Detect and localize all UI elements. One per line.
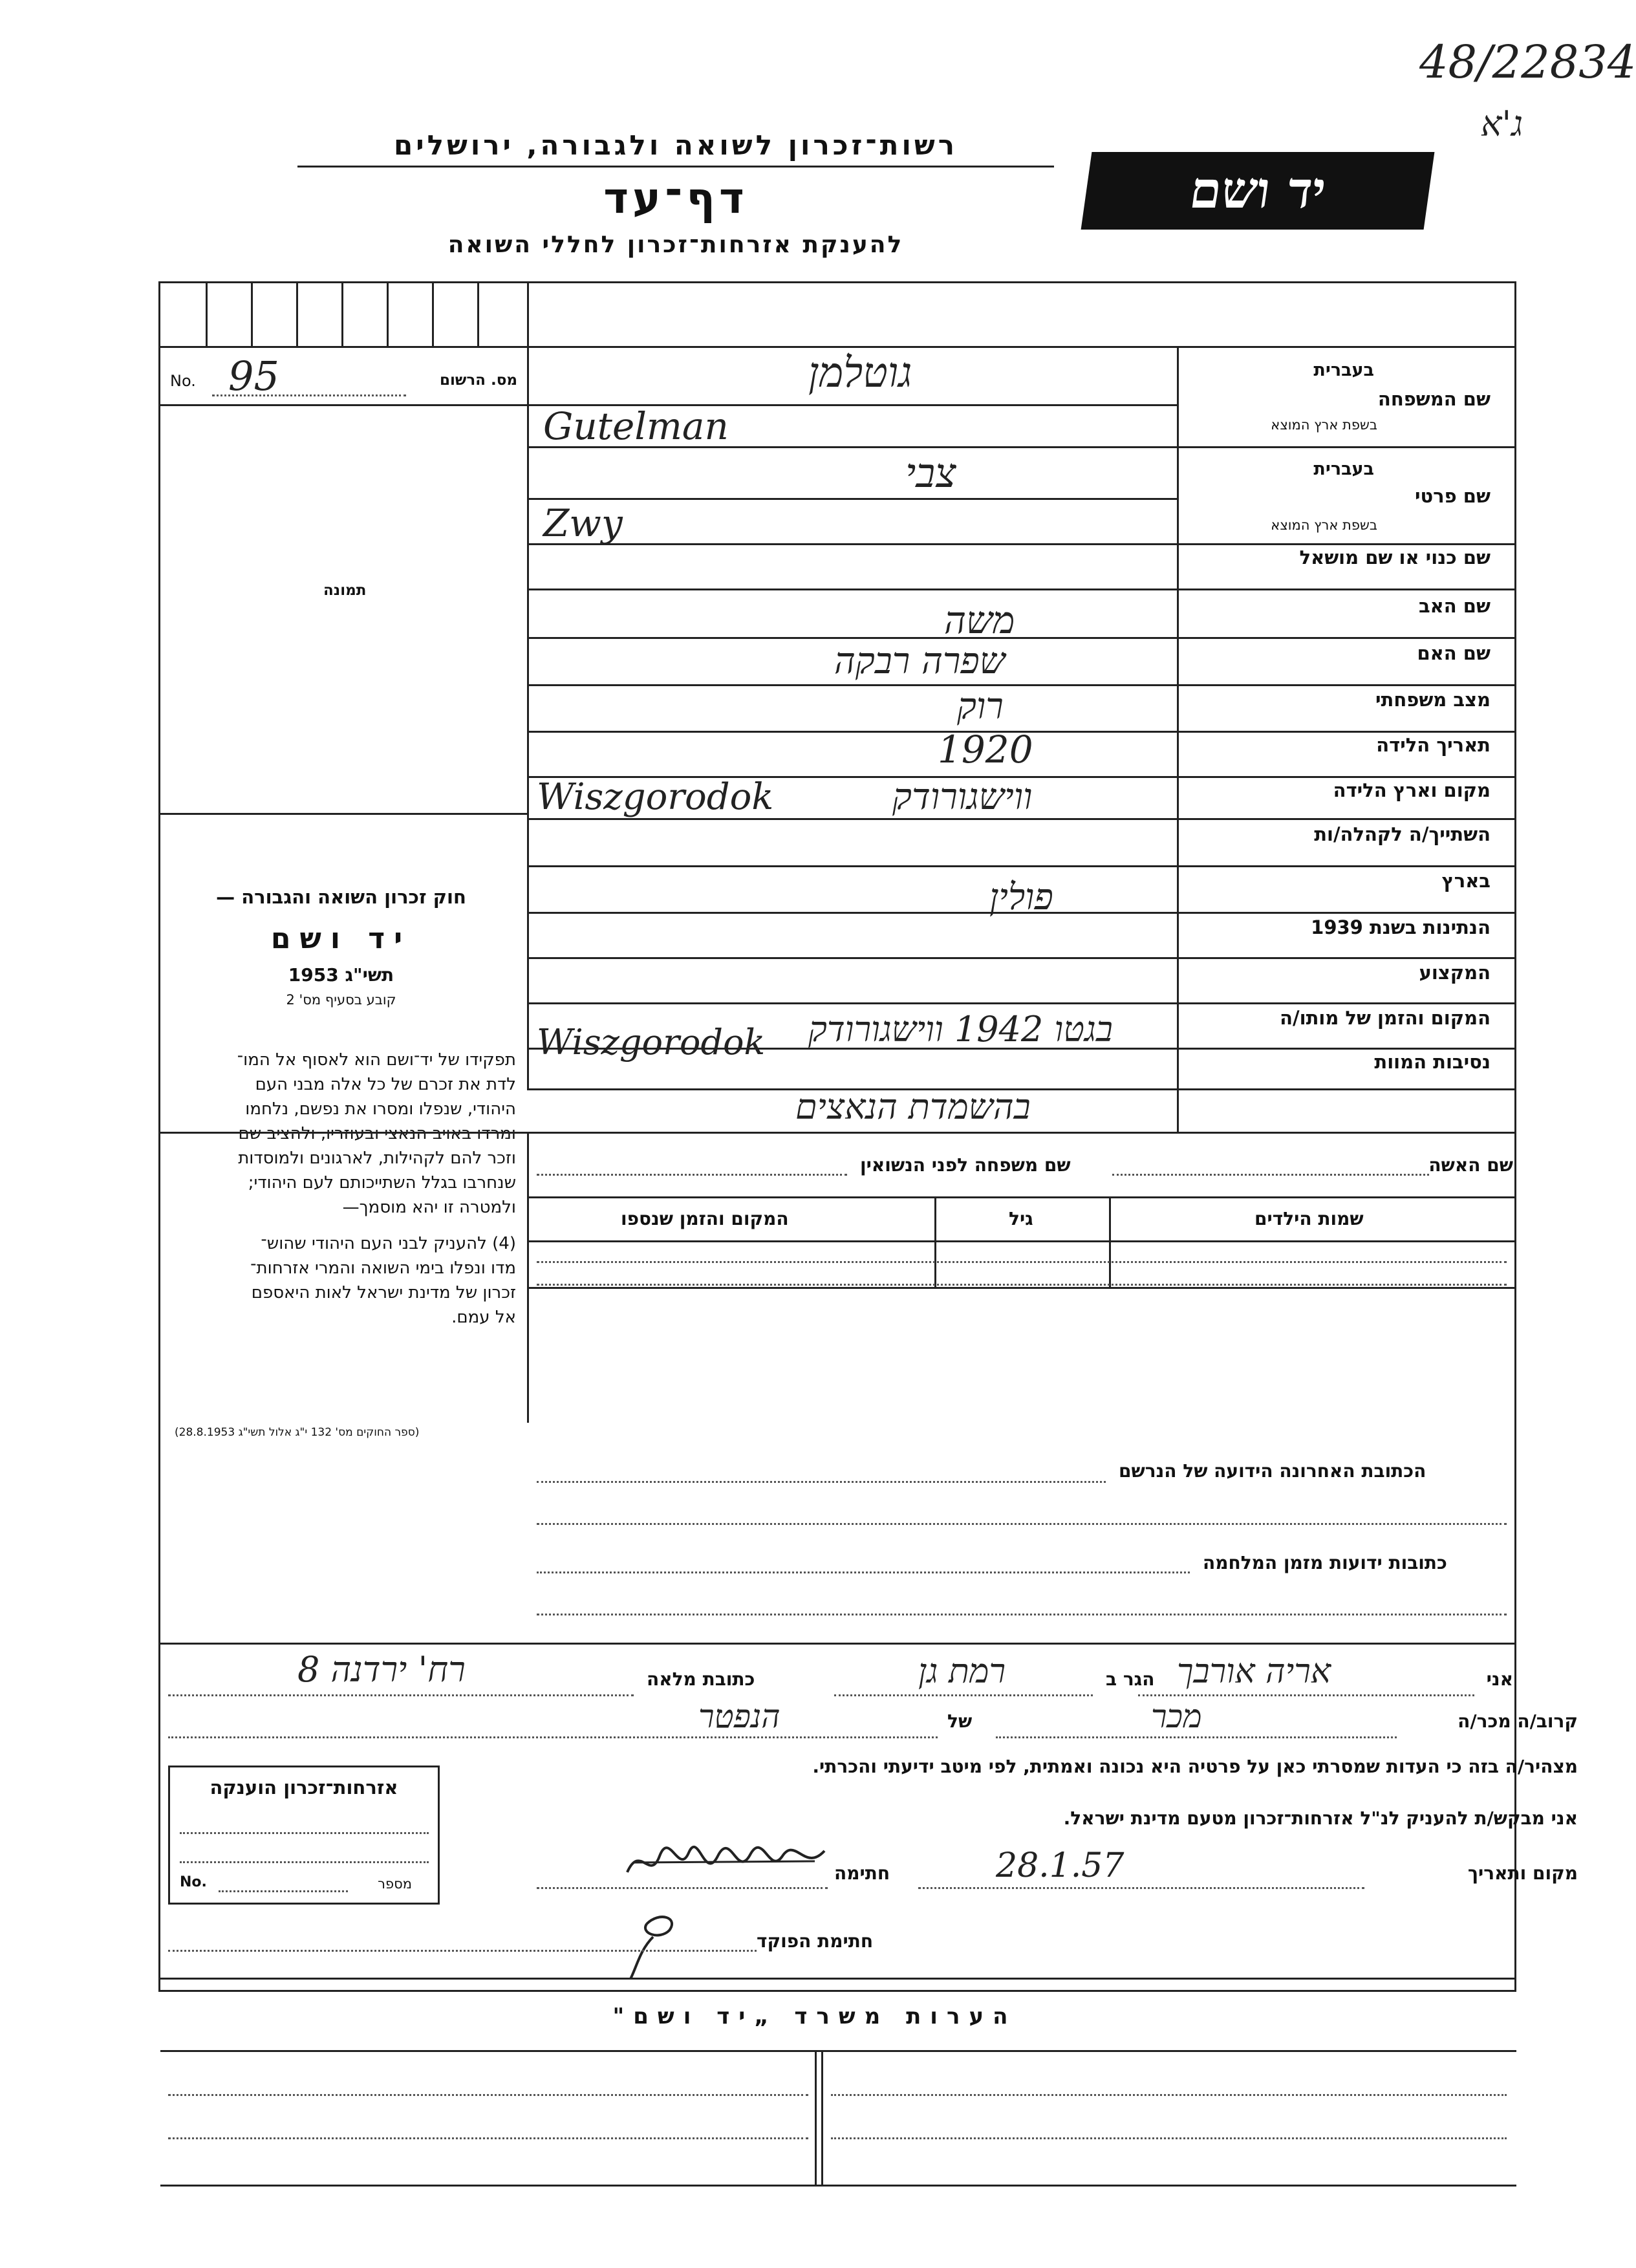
law-title: חוק זכרון השואה והגבורה — bbox=[216, 886, 466, 908]
grant-num-label: מספר bbox=[378, 1876, 412, 1892]
community-label: השתייך/ה לקהלה/ות bbox=[1314, 823, 1491, 845]
declarant-relation: מכר bbox=[1151, 1698, 1202, 1735]
archive-number: 48/22834 bbox=[1419, 36, 1636, 89]
father-label: שם האב bbox=[1418, 595, 1491, 617]
death-place-hebrew: בגטו 1942 ווישגורודק bbox=[808, 1009, 1113, 1050]
photo-label: תמונה bbox=[323, 582, 367, 599]
children-age-header: גיל bbox=[1009, 1208, 1033, 1229]
registry-row bbox=[160, 352, 527, 404]
law-source: (ספר החוקים מס' 132 י"ג אלול תשי"ג 28.8.1953) bbox=[175, 1426, 420, 1439]
law-line: (4) להעניק לבני העם היהודי שהוש־ bbox=[261, 1234, 516, 1253]
birthplace-hebrew: ווישגורודק bbox=[892, 776, 1033, 818]
last-address-label: הכתובת האחרונה הידועה של הנרשם bbox=[1119, 1460, 1426, 1482]
registry-number: 95 bbox=[228, 352, 279, 400]
declarant-name: אריה אורבך bbox=[1177, 1652, 1331, 1691]
law-line: תפקידו של יד־ושם הוא לאסוף אל המו־ bbox=[237, 1050, 516, 1070]
birthdate-label: תאריך הלידה bbox=[1376, 734, 1491, 756]
declarant-signature bbox=[621, 1837, 834, 1888]
death-cause-value: בהשמדת הנאצים bbox=[795, 1086, 1031, 1127]
authority-heading: רשות־זכרון לשואה ולגבורה, ירושלים bbox=[393, 129, 958, 161]
first-name-origin: Zwy bbox=[543, 501, 623, 545]
country-label: בארץ bbox=[1441, 870, 1491, 892]
death-place-label: המקום והזמן של מותו/ה bbox=[1280, 1007, 1491, 1029]
mother-label: שם האם bbox=[1417, 642, 1491, 664]
law-line: ולמטרה זו יהא מוסמך— bbox=[342, 1198, 516, 1217]
law-line: ומרדו באויב הנאצי ובעוזריו, ולהציב שם bbox=[238, 1124, 516, 1143]
mother-name: שפרה רבקה bbox=[834, 640, 1006, 682]
war-address-label: כתובות ידועות מזמן המלחמה bbox=[1203, 1552, 1447, 1573]
family-name-hebrew: גוטלמן bbox=[808, 349, 912, 397]
of-label: של bbox=[947, 1711, 973, 1732]
law-name: יד ושם bbox=[270, 922, 412, 955]
logo-text: יד ושם bbox=[1186, 161, 1329, 220]
grant-box-title: אזרחות־זכרון הוענקה bbox=[210, 1777, 398, 1798]
profession-label: המקצוע bbox=[1419, 962, 1491, 984]
declarant-address: רח' ירדנה 8 bbox=[297, 1649, 466, 1690]
hebrew-label: בעברית bbox=[1313, 360, 1374, 380]
form-title: דף־עד bbox=[603, 173, 748, 223]
declaration-date: 28.1.57 bbox=[996, 1846, 1125, 1885]
marital-status: רוק bbox=[957, 686, 1004, 728]
law-line: לדת את זכרם של כל אלה מבני העם bbox=[255, 1075, 516, 1094]
nickname-label: שם כנוי או שם מושאל bbox=[1299, 546, 1491, 568]
origin-label: בשפת ארץ המוצא bbox=[1271, 417, 1377, 433]
declarant-city: רמת גן bbox=[918, 1652, 1006, 1691]
labels-column bbox=[1177, 346, 1516, 1132]
grant-box bbox=[168, 1766, 440, 1905]
code-boxes bbox=[160, 283, 528, 346]
official-signature-label: חתימת הפוקד bbox=[757, 1930, 874, 1952]
yad-vashem-logo bbox=[1081, 152, 1435, 230]
birthplace-origin: Wiszgorodok bbox=[537, 776, 774, 818]
request-text: אני מבקש/ת להעניק לנ"ל אזרחות־זכרון מטעם מדינת ישראל. bbox=[1063, 1808, 1578, 1829]
origin-label-2: בשפת ארץ המוצא bbox=[1271, 517, 1377, 533]
family-name-label: שם המשפחה bbox=[1377, 388, 1491, 410]
birthdate: 1920 bbox=[938, 728, 1033, 772]
family-name-origin: Gutelman bbox=[543, 404, 729, 448]
form-subtitle: להענקת אזרחות־זכרון לחללי השואה bbox=[447, 232, 904, 258]
father-name: משה bbox=[944, 598, 1015, 642]
place-date-label: מקום ותאריך bbox=[1467, 1863, 1578, 1884]
registry-label: מס. הרשום bbox=[439, 372, 517, 389]
law-clause: קובע בסעיף מס' 2 bbox=[286, 992, 396, 1008]
law-line: אל עמם. bbox=[451, 1308, 516, 1327]
citizenship-label: הנתינות בשנת 1939 bbox=[1311, 916, 1491, 938]
marital-label: מצב משפחתי bbox=[1375, 689, 1491, 711]
archive-mark: ג'א bbox=[1481, 103, 1523, 144]
children-names-header: שמות הילדים bbox=[1254, 1208, 1364, 1229]
official-signature bbox=[608, 1911, 698, 1982]
resides-label: הגר ב bbox=[1106, 1669, 1155, 1690]
signature-label: חתימה bbox=[834, 1863, 890, 1884]
country-value: פולין bbox=[989, 876, 1053, 918]
law-year: תשי"ג 1953 bbox=[288, 964, 394, 986]
wife-maiden-label: שם משפחה לפני הנשואין bbox=[860, 1154, 1071, 1176]
law-line: שנחרבו בגלל השתייכותם לעם היהודי; bbox=[248, 1173, 516, 1193]
law-text bbox=[167, 1048, 516, 1330]
law-block bbox=[165, 886, 517, 1008]
of-value: הנפטר bbox=[698, 1698, 780, 1735]
office-notes-title: הערות משרד „יד ושם" bbox=[612, 2003, 1017, 2029]
law-line: וזכר להם לקהילות, לארגונים ולמוסדות bbox=[238, 1149, 516, 1168]
death-cause-label: נסיבות המוות bbox=[1374, 1051, 1491, 1073]
declarant-i-label: אני bbox=[1486, 1669, 1513, 1690]
children-place-header: המקום והזמן שנספו bbox=[621, 1208, 789, 1229]
declaration-text: מצהיר/ה בזה כי העדות שמסרתי כאן על פרטיה היא נכונה ואמתית, לפי מיטב ידיעתי והכרתי. bbox=[812, 1756, 1578, 1777]
first-name-label: שם פרטי bbox=[1414, 485, 1491, 507]
law-line: זכרון של מדינת ישראל לאות היאספם bbox=[251, 1283, 516, 1302]
first-name-hebrew: צבי bbox=[905, 449, 956, 497]
wife-label: שם האשה bbox=[1428, 1154, 1513, 1176]
death-place-origin: Wiszgorodok bbox=[537, 1022, 766, 1063]
law-line: מדו ונפלו בימי השואה והמרי אזרחות־ bbox=[250, 1258, 516, 1278]
relative-label: קרוב/ה מכר/ה bbox=[1458, 1711, 1578, 1732]
hebrew-label-2: בעברית bbox=[1313, 459, 1374, 479]
full-address-label: כתובת מלאה bbox=[647, 1669, 755, 1690]
no-label: No. bbox=[170, 372, 196, 390]
birthplace-label: מקום וארץ הלידה bbox=[1333, 779, 1491, 801]
grant-no-label: No. bbox=[180, 1874, 207, 1890]
law-line: היהודי, שנפלו ומסרו את נפשם, נלחמו bbox=[245, 1099, 516, 1119]
